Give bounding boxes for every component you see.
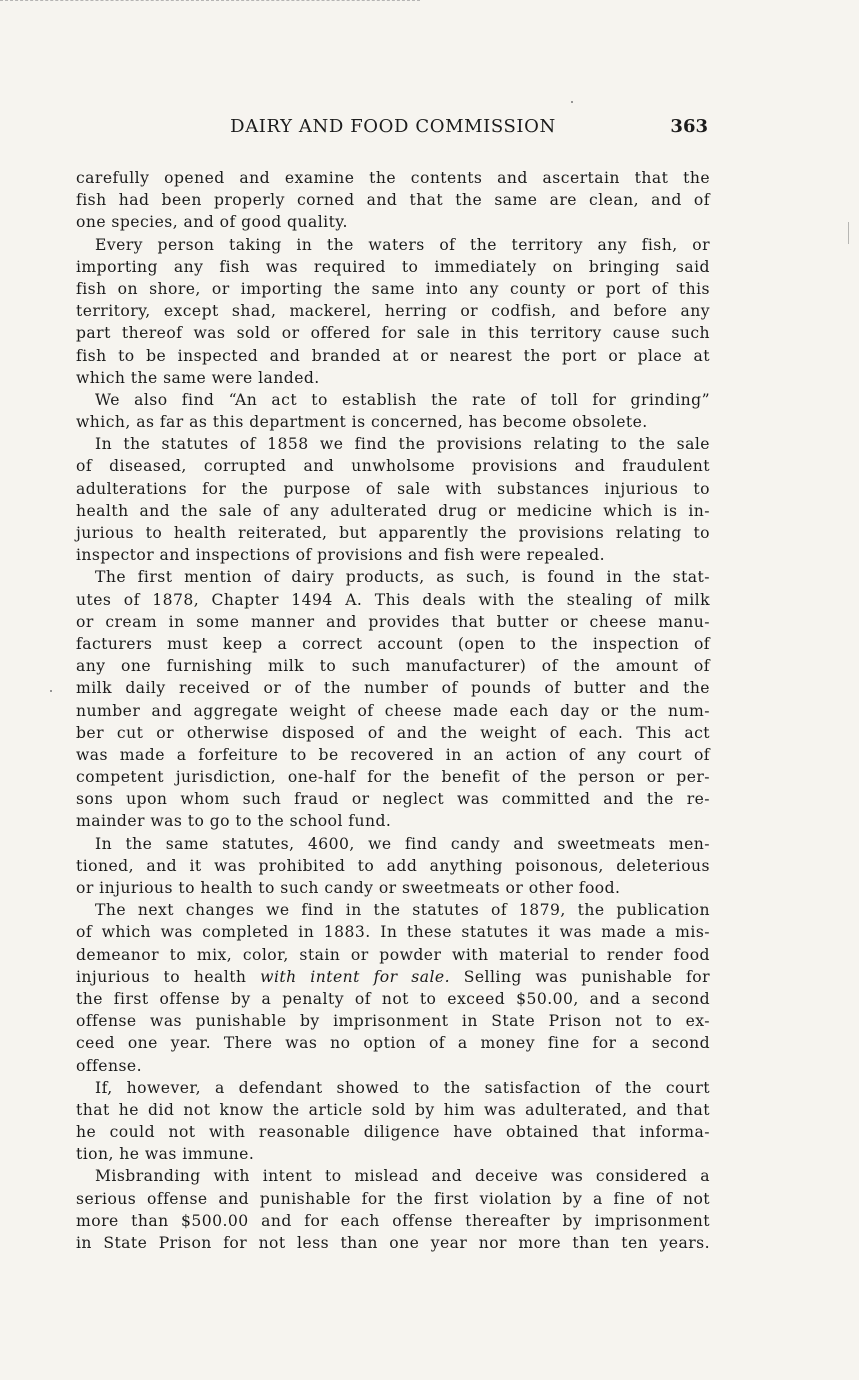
text-run: injurious to health: [76, 967, 247, 986]
paragraph: [76, 433, 710, 566]
paragraph: [76, 566, 710, 832]
paragraph: [76, 389, 710, 433]
text-run: Selling was punishable for: [463, 967, 710, 986]
text-line: serious offense and punishable for the first violation by a fine of not: [76, 1189, 710, 1208]
text-line: ceed one year. There was no option of a money fine for a second: [76, 1034, 710, 1053]
text-line: importing any fish was required to immediately on bringing said: [76, 257, 710, 276]
text-line: demeanor to mix, color, stain or powder with material to render food: [76, 945, 710, 964]
text-line: milk daily received or of the number of pounds of butter and the: [76, 679, 710, 698]
page-number: 363: [670, 116, 708, 137]
text-line: The first mention of dairy products, as such, is found in the stat-: [95, 568, 710, 587]
text-line: which the same were landed.: [76, 368, 320, 387]
paragraph: [76, 167, 710, 234]
text-line: We also find “An act to establish the rate of toll for grinding”: [95, 390, 710, 409]
scan-speck: [848, 222, 849, 244]
text-line: more than $500.00 and for each offense thereafter by imprisonment: [76, 1211, 710, 1230]
text-line: of diseased, corrupted and unwholsome provisions and fraudulent: [76, 457, 710, 476]
text-line: offense was punishable by imprisonment in State Prison not to ex-: [76, 1012, 710, 1031]
text-line: fish on shore, or importing the same into any county or port of this: [76, 279, 710, 298]
text-line: utes of 1878, Chapter 1494 A. This deals with the stealing of milk: [76, 590, 710, 609]
text-line: of which was completed in 1883. In these statutes it was made a mis-: [76, 923, 710, 942]
text-line: If, however, a defendant showed to the satisfaction of the court: [95, 1078, 710, 1097]
text-line: part thereof was sold or offered for sale in this territory cause such: [76, 324, 710, 343]
text-line: jurious to health reiterated, but apparently the provisions relating to: [76, 524, 710, 542]
paragraph: [76, 833, 710, 900]
text-line: the first offense by a penalty of not to exceed $50.00, and a second: [76, 989, 710, 1008]
text-line: he could not with reasonable diligence have obtained that informa-: [76, 1123, 710, 1142]
text-line: Every person taking in the waters of the territory any fish, or: [95, 235, 710, 254]
scan-edge-mark: [0, 0, 420, 5]
text-line: ber cut or otherwise disposed of and the weight of each. This act: [76, 723, 710, 742]
text-line: The next changes we find in the statutes of 1879, the publication: [95, 901, 710, 920]
text-line: was made a forfeiture to be recovered in an action of any court of: [76, 745, 710, 764]
text-line: which, as far as this department is concerned, has become obsolete.: [76, 413, 648, 432]
scan-speck: [571, 101, 573, 103]
text-line: In the same statutes, 4600, we find candy and sweetmeats men-: [95, 834, 710, 853]
text-line: territory, except shad, mackerel, herring or codfish, and before any: [76, 302, 710, 321]
text-line: mainder was to go to the school fund.: [76, 812, 392, 831]
text-line: any one furnishing milk to such manufacturer) of the amount of: [76, 657, 710, 676]
text-line: tion, he was immune.: [76, 1145, 255, 1164]
italic-phrase: with intent for sale.: [260, 967, 450, 986]
text-line: or cream in some manner and provides that butter or cheese manu-: [76, 612, 710, 631]
running-title: DAIRY AND FOOD COMMISSION: [230, 116, 556, 137]
text-line: carefully opened and examine the contents and ascertain that the: [76, 169, 710, 187]
body-text: [76, 167, 710, 1254]
paragraph: [76, 1077, 710, 1166]
text-line: competent jurisdiction, one-half for the benefit of the person or per-: [76, 768, 710, 787]
text-line: adulterations for the purpose of sale with substances injurious to: [76, 479, 710, 498]
text-line: Misbranding with intent to mislead and deceive was considered a: [95, 1167, 710, 1186]
paragraph: [76, 899, 710, 1077]
text-line: fish had been properly corned and that the same are clean, and of: [76, 191, 710, 210]
text-line: one species, and of good quality.: [76, 213, 348, 232]
text-line: number and aggregate weight of cheese made each day or the num-: [76, 701, 710, 720]
text-line: or injurious to health to such candy or sweetmeats or other food.: [76, 879, 621, 897]
page-header: [76, 116, 710, 142]
text-line: fish to be inspected and branded at or nearest the port or place at: [76, 346, 710, 365]
text-line: inspector and inspections of provisions and fish were repealed.: [76, 546, 606, 565]
text-line: that he did not know the article sold by him was adulterated, and that: [76, 1100, 710, 1119]
text-line: offense.: [76, 1056, 142, 1075]
text-line: In the statutes of 1858 we find the provisions relating to the sale: [95, 435, 710, 454]
text-line: [76, 966, 710, 988]
text-line: in State Prison for not less than one year nor more than ten years.: [76, 1234, 710, 1252]
scan-speck: [50, 690, 52, 692]
paragraph: [76, 234, 710, 389]
text-line: sons upon whom such fraud or neglect was committed and the re-: [76, 790, 710, 809]
text-line: health and the sale of any adulterated drug or medicine which is in-: [76, 501, 710, 520]
text-line: facturers must keep a correct account (open to the inspection of: [76, 634, 710, 653]
text-line: tioned, and it was prohibited to add anything poisonous, deleterious: [76, 856, 710, 875]
paragraph: [76, 1165, 710, 1254]
